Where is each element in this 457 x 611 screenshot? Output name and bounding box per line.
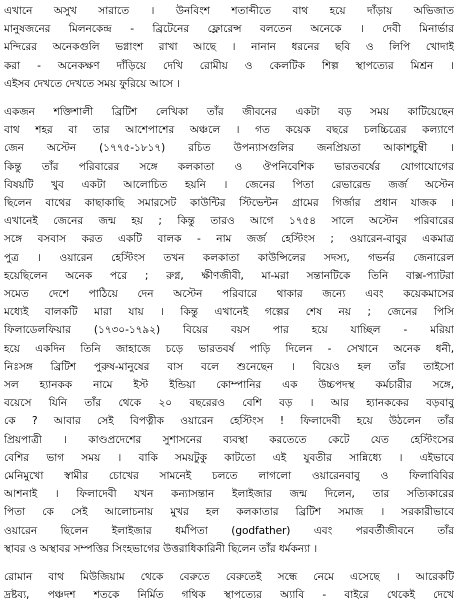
text-line: ফিলাডেলফিয়ার (১৭৩০-১৭৯২) বিয়ের বয়স পার হয়ে যাচ্ছিল - মরিয়া — [4, 324, 454, 337]
text-line: বয়েসে যিনি তাঁর থেকে ২০ বছরেরও বেশি বড় । আর হ্যানককের বড়বাবু — [4, 397, 454, 410]
text-line: দ্রষ্টব্য, পঞ্চদশ শতকে নির্মিত গথিক স্থাপত্যের অ্যাবি - বাইরে থেকেই দেখে — [4, 589, 454, 602]
text-line: করা - অনেকক্ষণ দাঁড়িয়ে দেখি রোমীয় ও কেলটিক শিল্প স্থাপত্যের মিশ্রন । — [4, 59, 454, 72]
paragraph-roman-baths — [4, 2, 454, 93]
text-line: মধ্যেই বালকটি মারা যায় । কিন্তু এখানেই গল্পের শেষ নয় ; জেনের পিসি — [4, 306, 454, 319]
text-line: হয়েছিলেন অনেক পরে ; রুগ্ন, ক্ষীণজীবী, মা-মরা সন্তানটিকে তিনি বাক্স-প্যাটরা — [4, 269, 454, 282]
text-line: মেনিমুখো স্বামীর চোখের সামনেই চলতে লাগলো ওয়ারেনবাবু ও ফিলাবিবির — [4, 470, 454, 483]
text-line: মন্দিরের অনেকগুলি ভগ্নাংশ রাখা আছে । নানান ধরনের ছবি ও লিপি খোদাই — [4, 41, 454, 54]
text-line: এখানে অসুখ সারাতে । উনবিংশ শতাব্দীতে বাথ হয়ে দাঁড়ায় অভিজাত — [4, 5, 454, 17]
text-line: এখানেই জেনের জন্ম হয় ; কিন্তু তারও আগে ১৭৫৪ সালে অস্টেন পরিবারের — [4, 215, 454, 228]
text-line: প্রিয়পাত্রী । কাণ্ডপ্রদেশের সুশাসনের ব্যবস্থা করতেতে কেটে যেত হেস্টিংসের — [4, 433, 454, 446]
text-line: রোমান বাথ মিউজিয়াম থেকে বেরুতে বেরুতেই সন্ধে নেমে এসেছে । আরেকটি — [4, 571, 454, 584]
text-line: আশনাই । ফিলাদেবী যখন কন্যাসন্তান ইলাইজার জন্ম দিলেন, তার সত্যিকারের — [4, 488, 454, 501]
text-line: ওয়ারেন ছিলেন ইলাইজার ধর্মপিতা (godfather) এবং পরবর্তীজীবনে তাঁর — [4, 524, 454, 537]
text-line: সমেত দেশে পাঠিয়ে দেন অস্টেন পরিবারে থাকার জন্যে এবং কয়েকমাসের — [4, 288, 454, 301]
text-line: একজন শক্তিশালী ব্রিটিশ লেখিকা তাঁর জীবনের একটা বড় সময় কাটিয়েছেন — [4, 106, 454, 119]
text-line: হয়ে একদিন তিনি জাহাজে চড়ে ভারতবর্ষ পাড়ি দিলেন - সেখানে অনেক ধনী, — [4, 342, 454, 355]
text-line: বাথ শহর বা তার আশেপাশের অঞ্চলে । গত কয়েক বছরে চলচ্চিত্রের কল্যাণে — [4, 124, 454, 137]
text-line: বেশির ভাগ সময় । বাকি সময়টুকু কাটতো এই যুবতীর সান্নিধ্যে । এইভাবে — [4, 451, 454, 464]
text-line: ছিলেন বাথের কাছাকাছি সমারসেট কাউন্টির স্টিভেন্টন গ্রামের গির্জার প্রধান যাজক । — [4, 197, 454, 210]
text-line: সল হ্যানকক নামে ইস্ট ইন্ডিয়া কোম্পানির এক উচ্চপদস্থ কর্মচারীর সঙ্গে, — [4, 379, 454, 392]
text-line: মানুষজনের মিলনকেন্দ্র - ব্রিটেনের ফ্লোরেন্স বলতেন অনেকে । দেবী মিনার্ভার — [4, 23, 454, 36]
text-line: কে ? আবার সেই বিপত্নীক ওয়ারেন হেস্টিংস ! ফিলাদেবী হয়ে উঠলেন তাঁর — [4, 415, 454, 428]
text-line: স্থাবর ও অস্থাবর সম্পত্তির সিংহভাগের উত্তরাধিকারিনী ছিলেন তাঁর ধর্মকন্যা । — [4, 542, 318, 555]
text-line: বিষয়টি খুব একটা আলোচিত হয়নি । জেনের পিতা রেভারেন্ড জর্জ অস্টেন — [4, 178, 454, 191]
paragraph-jane-austen — [4, 103, 454, 558]
text-line: এইসব দেখতে দেখতে সময় ফুরিয়ে আসে । — [4, 77, 180, 90]
text-line: জেন অস্টেন (১৭৭৫-১৮১৭) রচিত উপন্যাসগুলির জনপ্রিয়তা আকাশচুম্বী । — [4, 142, 454, 155]
text-line: সঙ্গে বসবাস করত একটি বালক - নাম জর্জ হেস্টিংস ; ওয়ারেন-বাবুর একমাত্র — [4, 233, 454, 246]
paragraph-abbey — [4, 568, 454, 604]
document-page — [4, 2, 454, 605]
text-line: পুত্র । ওয়ারেন হেস্টিংস তখন কলকাতা কাউন্সিলের সদস্য, গভর্নর জেনারেল — [4, 251, 454, 264]
text-line: কিন্তু তাঁর পরিবারের সঙ্গে কলকাতা ও ঔপনিবেশিক ভারতবর্ষের যোগাযোগের — [4, 160, 454, 173]
text-line: পিতা কে সেই আলোচনায় মুখর হল কলকাতার ব্রিটিশ সমাজ । সরকারীভাবে — [4, 506, 454, 519]
text-line: নিঃসঙ্গ ব্রিটিশ পুরুষ-মানুষের বাস বলে শুনেছেন । বিয়েও হল তাঁর তাইসো — [4, 360, 454, 373]
